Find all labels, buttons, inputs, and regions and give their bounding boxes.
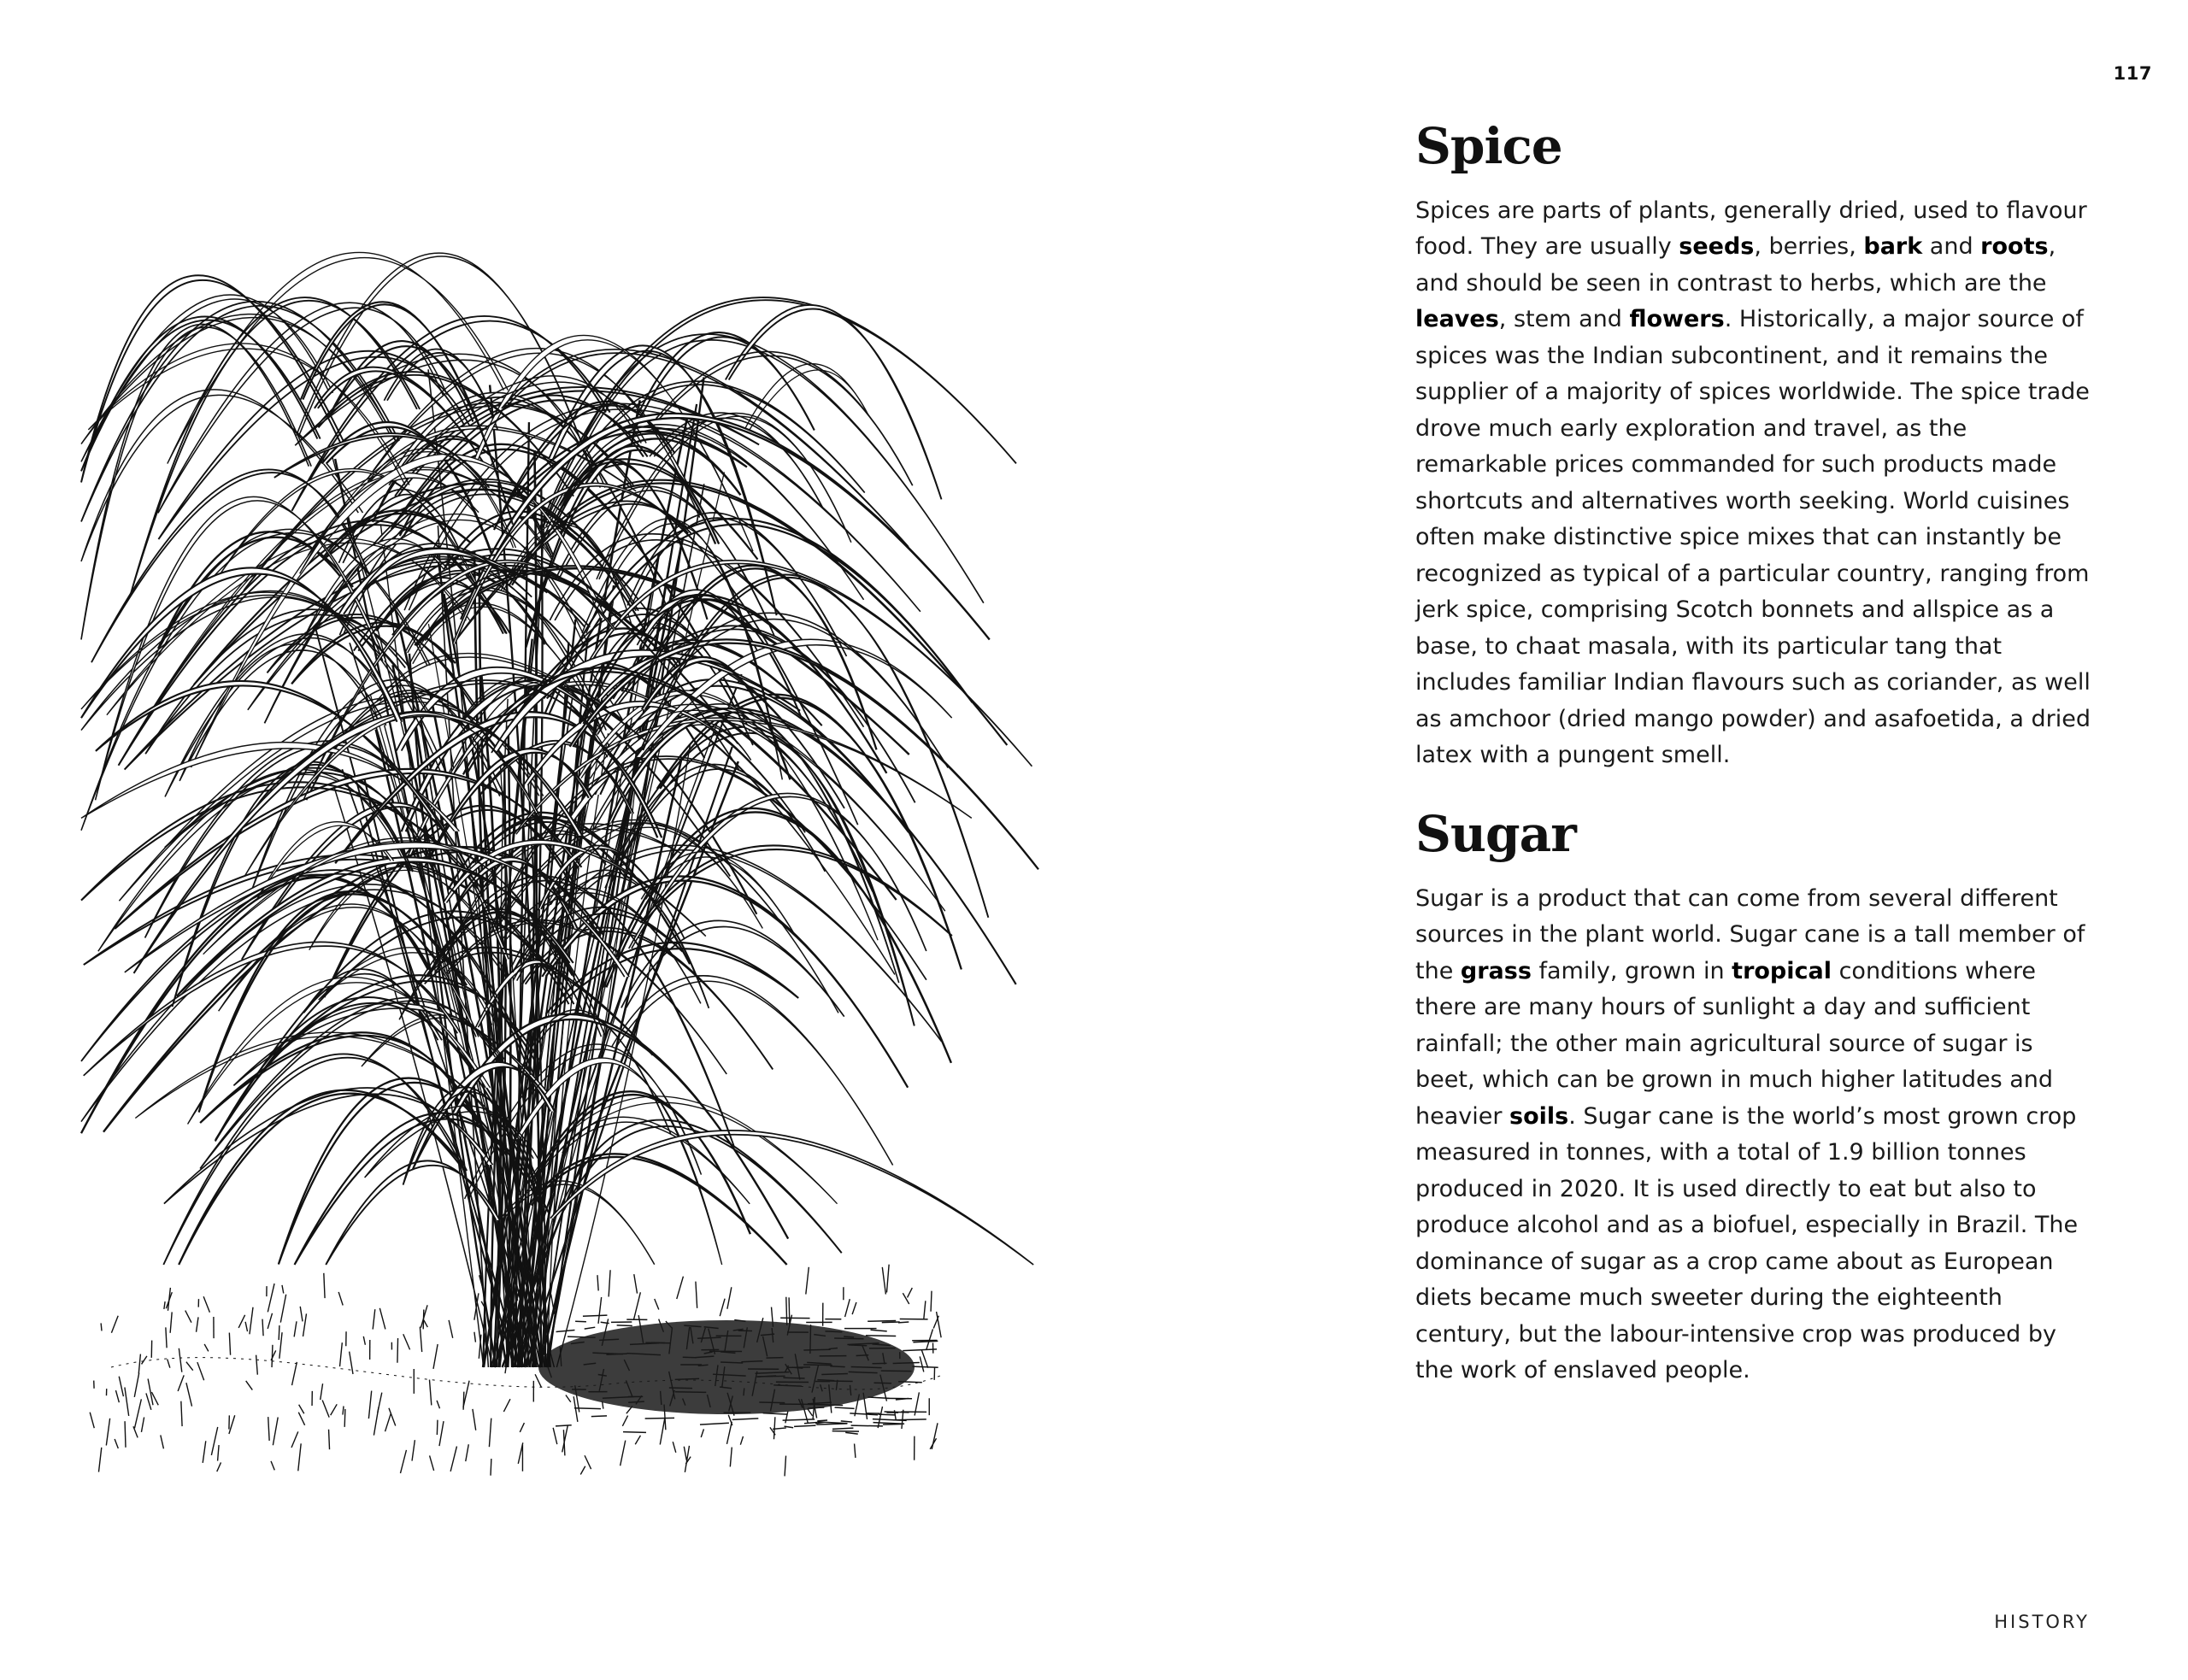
emphasis-term: flowers (1629, 306, 1725, 333)
emphasis-term: roots (1980, 233, 2049, 261)
sugar-cane-illustration (77, 154, 1043, 1504)
sugar-cane-engraving-image (77, 154, 1043, 1504)
emphasis-term: tropical (1732, 957, 1832, 984)
emphasis-term: leaves (1415, 306, 1499, 333)
section-title-spice: Spice (1415, 117, 1562, 175)
body-text-run: Spices are parts of plants, generally dried, used to flavour food. They are usually (1415, 197, 2087, 261)
body-text-run: and (1922, 233, 1981, 261)
body-text-run: . Sugar cane is the world’s most grown crop measured in tonnes, with a total of 1.9 billion tonnes produced in 2020. It is used directly to eat but also to produce alcohol and as a biofuel, especially in Brazil. The dominance of sugar as a crop came about as European diets became much sweeter during the eighteenth century, but the labour-intensive crop was produced by the work of enslaved people. (1415, 1102, 2079, 1384)
emphasis-term: grass (1460, 957, 1532, 984)
emphasis-term: soils (1509, 1102, 1569, 1130)
emphasis-term: seeds (1679, 233, 1755, 261)
body-text-run: conditions where there are many hours of sunlight a day and sufficient rainfall; the other main agricultural source of sugar is beet, which can be grown in much higher latitudes and heavier (1415, 957, 2054, 1130)
body-text-run: Sugar is a product that can come from several different sources in the plant world. Sugar cane is a tall member of the (1415, 884, 2085, 984)
body-text-run: , stem and (1498, 306, 1630, 333)
body-text-run: . Historically, a major source of spices was the Indian subcontinent, and it remains the supplier of a majority of spices worldwide. The spice trade drove much early exploration and travel, as the remarkable prices commanded for such products made shortcuts and alternatives worth seeking. World cuisines often make distinctive spice mixes that can instantly be recognized as typical of a particular country, ranging from jerk spice, comprising Scotch bonnets and allspice as a base, to chaat masala, with its particular tang that includes familiar Indian flavours such as coriander, as well as amchoor (dried mango powder) and asafoetida, a dried latex with a pungent smell. (1415, 306, 2091, 769)
body-text-run: family, grown in (1531, 957, 1732, 984)
text-column (1415, 117, 2099, 1384)
section-body-spice (1415, 193, 2099, 774)
body-text-run: , and should be seen in contrast to herbs, which are the (1415, 233, 2056, 297)
section-body-sugar (1415, 881, 2099, 1389)
section-spice (1415, 117, 2099, 774)
body-text-run: , berries, (1754, 233, 1864, 261)
section-sugar (1415, 805, 2099, 1389)
page-number: 117 (2113, 63, 2152, 84)
running-footer: HISTORY (1994, 1612, 2090, 1632)
emphasis-term: bark (1863, 233, 1923, 261)
section-title-sugar: Sugar (1415, 805, 1576, 863)
